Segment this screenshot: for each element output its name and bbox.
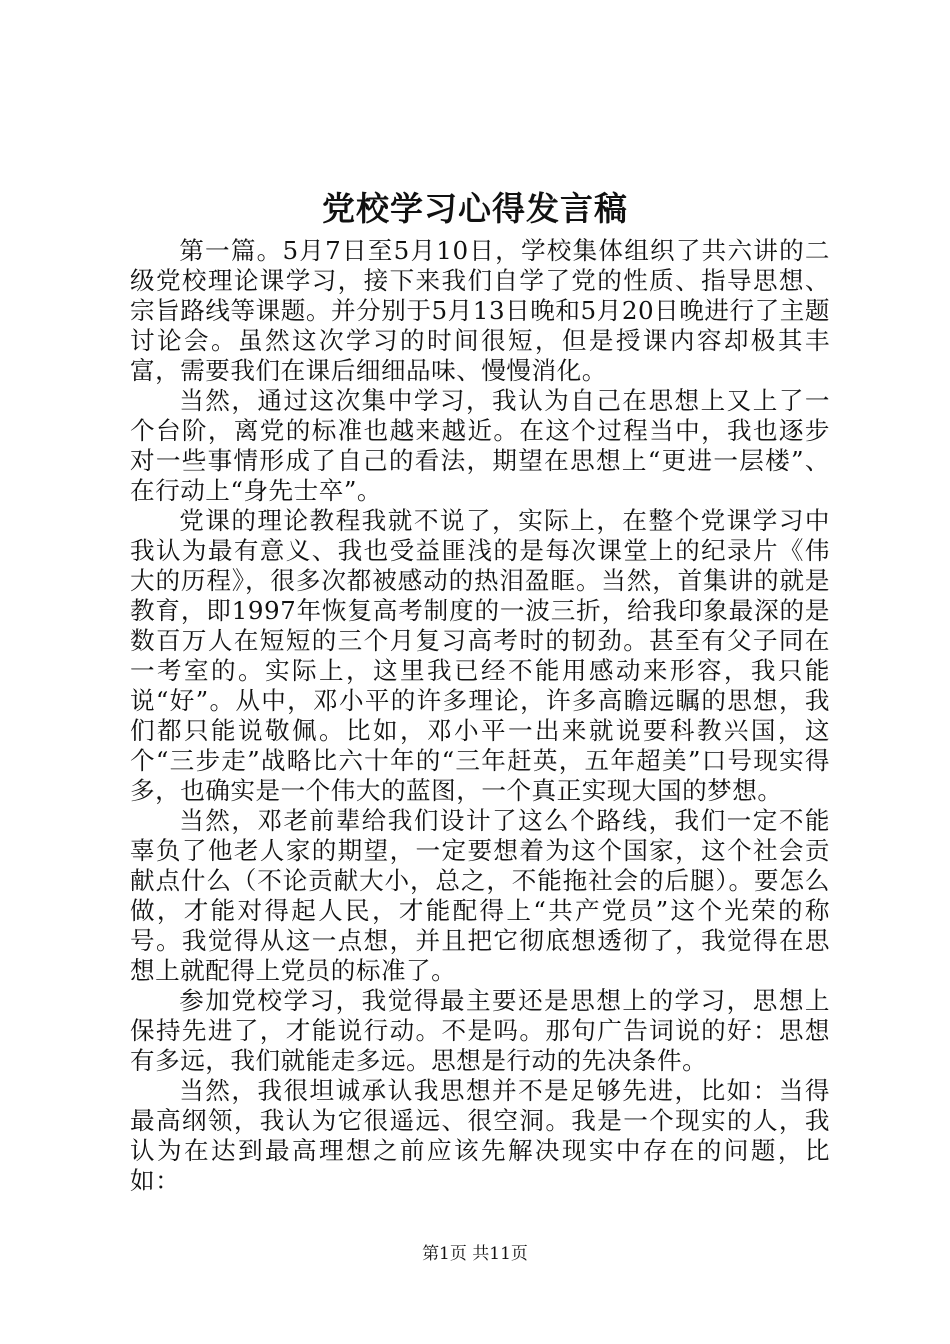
document-body [130, 236, 830, 1196]
paragraph-6: 当然，我很坦诚承认我思想并不是足够先进，比如：当得最高纲领，我认为它很遥远、很空洞。我是一个现实的人，我认为在达到最高理想之前应该先解决现实中存在的问题，比如： [130, 1076, 830, 1195]
page-number-footer: 第1页 共11页 [422, 1244, 528, 1264]
paragraph-3: 党课的理论教程我就不说了，实际上，在整个党课学习中我认为最有意义、我也受益匪浅的是每次课堂上的纪录片《伟大的历程》，很多次都被感动的热泪盈眶。当然，首集讲的就是教育，即1997年恢复高考制度的一波三折，给我印象最深的是数百万人在短短的三个月复习高考时的韧劲。甚至有父子同在一考室的。实际上，这里我已经不能用感动来形容，我只能说“好”。从中，邓小平的许多理论，许多高瞻远瞩的思想，我们都只能说敬佩。比如，邓小平一出来就说要科教兴国，这个“三步走”战略比六十年的“三年赶英，五年超美”口号现实得多，也确实是一个伟大的蓝图，一个真正实现大国的梦想。 [130, 506, 830, 805]
paragraph-5: 参加党校学习，我觉得最主要还是思想上的学习，思想上保持先进了，才能说行动。不是吗。那句广告词说的好：思想有多远，我们就能走多远。思想是行动的先决条件。 [130, 986, 830, 1075]
paragraph-4: 当然，邓老前辈给我们设计了这么个路线，我们一定不能辜负了他老人家的期望，一定要想着为这个国家，这个社会贡献点什么（不论贡献大小，总之，不能拖社会的后腿）。要怎么做，才能对得起人民，才能配得上“共产党员”这个光荣的称号。我觉得从这一点想，并且把它彻底想透彻了，我觉得在思想上就配得上党员的标准了。 [130, 806, 830, 985]
paragraph-2: 当然，通过这次集中学习，我认为自己在思想上又上了一个台阶，离党的标准也越来越近。在这个过程当中，我也逐步对一些事情形成了自己的看法，期望在思想上“更进一层楼”、在行动上“身先士卒”。 [130, 386, 830, 505]
paragraph-1: 第一篇。5月7日至5月10日，学校集体组织了共六讲的二级党校理论课学习，接下来我们自学了党的性质、指导思想、宗旨路线等课题。并分别于5月13日晚和5月20日晚进行了主题讨论会。虽然这次学习的时间很短，但是授课内容却极其丰富，需要我们在课后细细品味、慢慢消化。 [130, 236, 830, 385]
document-title: 党校学习心得发言稿 [322, 189, 628, 228]
